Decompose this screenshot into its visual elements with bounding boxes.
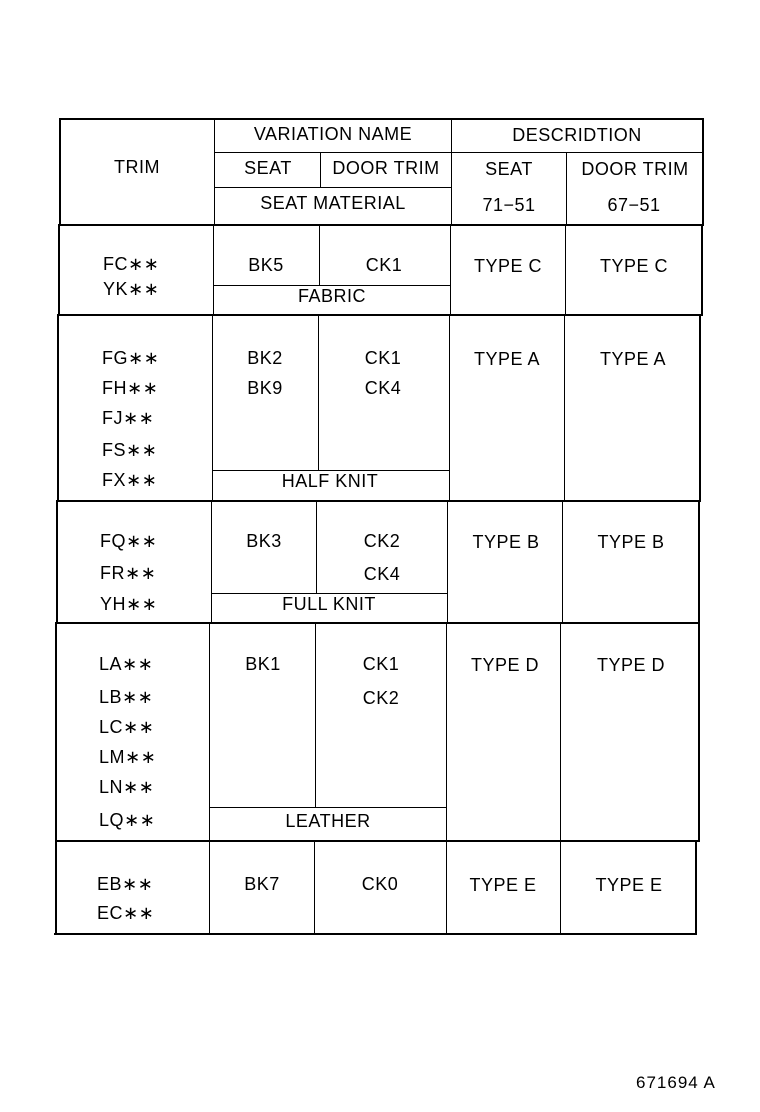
- frame-left: [57, 314, 59, 502]
- seat-code: BK7: [244, 874, 280, 894]
- door-trim-code: CK4: [364, 378, 402, 398]
- seat-code: BK9: [247, 378, 283, 398]
- group-separator: [55, 840, 698, 842]
- seat-door-column-line: [315, 622, 316, 808]
- desc-door-column-line: [566, 152, 567, 226]
- desc-seat-type: TYPE C: [473, 256, 543, 276]
- header-desc-door-trim: DOOR TRIM: [581, 159, 689, 179]
- trim-code: FJ∗∗: [102, 408, 155, 428]
- trim-code: FX∗∗: [102, 470, 158, 490]
- trim-code: LC∗∗: [99, 717, 155, 737]
- door-trim-code: CK1: [362, 654, 400, 674]
- desc-seat-type: TYPE A: [473, 349, 541, 369]
- trim-column-line: [212, 314, 213, 502]
- frame-right: [698, 500, 700, 842]
- description-column-line: [449, 314, 450, 502]
- frame-right: [702, 118, 704, 226]
- material-line: [209, 807, 447, 808]
- trim-code: FG∗∗: [102, 348, 160, 368]
- frame-right: [701, 224, 703, 316]
- header-seat-material: SEAT MATERIAL: [260, 193, 406, 213]
- trim-code: FC∗∗: [103, 254, 160, 274]
- description-column-line: [447, 500, 448, 624]
- frame-top: [60, 118, 704, 120]
- trim-code: LN∗∗: [99, 777, 155, 797]
- desc-door-type: TYPE B: [597, 532, 665, 552]
- desc-door-type: TYPE E: [595, 875, 663, 895]
- frame-left: [56, 500, 58, 624]
- header-variation-name: VARIATION NAME: [253, 124, 413, 144]
- seat-material: LEATHER: [285, 811, 371, 831]
- header-desc-seat-code: 71−51: [482, 195, 536, 215]
- seat-code: BK2: [247, 348, 283, 368]
- frame-left: [59, 118, 61, 226]
- seat-material: HALF KNIT: [281, 471, 379, 491]
- desc-door-column-line: [565, 224, 566, 316]
- trim-code: LM∗∗: [99, 747, 157, 767]
- frame-left: [55, 622, 57, 934]
- desc-seat-type: TYPE D: [470, 655, 540, 675]
- desc-seat-type: TYPE E: [469, 875, 537, 895]
- header-line: [215, 152, 703, 153]
- header-line: [215, 187, 451, 188]
- seat-door-column-line: [319, 224, 320, 286]
- desc-door-column-line: [564, 314, 565, 502]
- seat-code: BK1: [245, 654, 281, 674]
- trim-column-line: [214, 118, 215, 226]
- door-trim-code: CK4: [363, 564, 401, 584]
- door-trim-code: CK1: [365, 255, 403, 275]
- group-separator: [59, 224, 703, 226]
- seat-material: FABRIC: [297, 286, 367, 306]
- description-column-line: [450, 224, 451, 316]
- desc-door-column-line: [560, 622, 561, 934]
- door-trim-code: CK2: [362, 688, 400, 708]
- trim-code: YH∗∗: [100, 594, 158, 614]
- desc-door-column-line: [562, 500, 563, 624]
- trim-code: FH∗∗: [102, 378, 159, 398]
- desc-door-type: TYPE C: [599, 256, 669, 276]
- frame-bottom: [54, 933, 697, 935]
- trim-column-line: [211, 500, 212, 624]
- trim-code: YK∗∗: [103, 279, 160, 299]
- header-trim: TRIM: [114, 157, 160, 177]
- seat-code: BK3: [246, 531, 282, 551]
- trim-code: LQ∗∗: [99, 810, 156, 830]
- description-column-line: [451, 118, 452, 226]
- header-seat: SEAT: [244, 158, 292, 178]
- trim-code: EB∗∗: [97, 874, 154, 894]
- description-column-line: [446, 622, 447, 934]
- trim-code: EC∗∗: [97, 903, 155, 923]
- frame-left: [58, 224, 60, 316]
- trim-code: FQ∗∗: [100, 531, 158, 551]
- seat-material: FULL KNIT: [282, 594, 376, 614]
- trim-column-line: [209, 622, 210, 934]
- seat-code: BK5: [248, 255, 284, 275]
- trim-code: FS∗∗: [102, 440, 158, 460]
- group-separator: [58, 314, 701, 316]
- header-description: DESCRIDTION: [512, 125, 642, 145]
- header-door-trim: DOOR TRIM: [332, 158, 440, 178]
- desc-seat-type: TYPE B: [472, 532, 540, 552]
- trim-column-line: [213, 224, 214, 316]
- group-separator: [57, 500, 700, 502]
- header-desc-seat: SEAT: [485, 159, 533, 179]
- door-trim-code: CK1: [364, 348, 402, 368]
- frame-right: [699, 314, 701, 502]
- door-trim-code: CK2: [363, 531, 401, 551]
- seat-door-column-line: [318, 314, 319, 471]
- desc-door-type: TYPE D: [596, 655, 666, 675]
- seat-door-column-line: [320, 152, 321, 188]
- frame-right: [695, 840, 697, 935]
- group-separator: [56, 622, 699, 624]
- trim-code: FR∗∗: [100, 563, 157, 583]
- desc-door-type: TYPE A: [599, 349, 667, 369]
- door-trim-code: CK0: [361, 874, 399, 894]
- trim-code: LA∗∗: [99, 654, 154, 674]
- reference-number: 671694 A: [636, 1073, 716, 1092]
- seat-door-column-line: [314, 840, 315, 934]
- trim-code: LB∗∗: [99, 687, 154, 707]
- seat-door-column-line: [316, 500, 317, 594]
- header-desc-door-code: 67−51: [607, 195, 661, 215]
